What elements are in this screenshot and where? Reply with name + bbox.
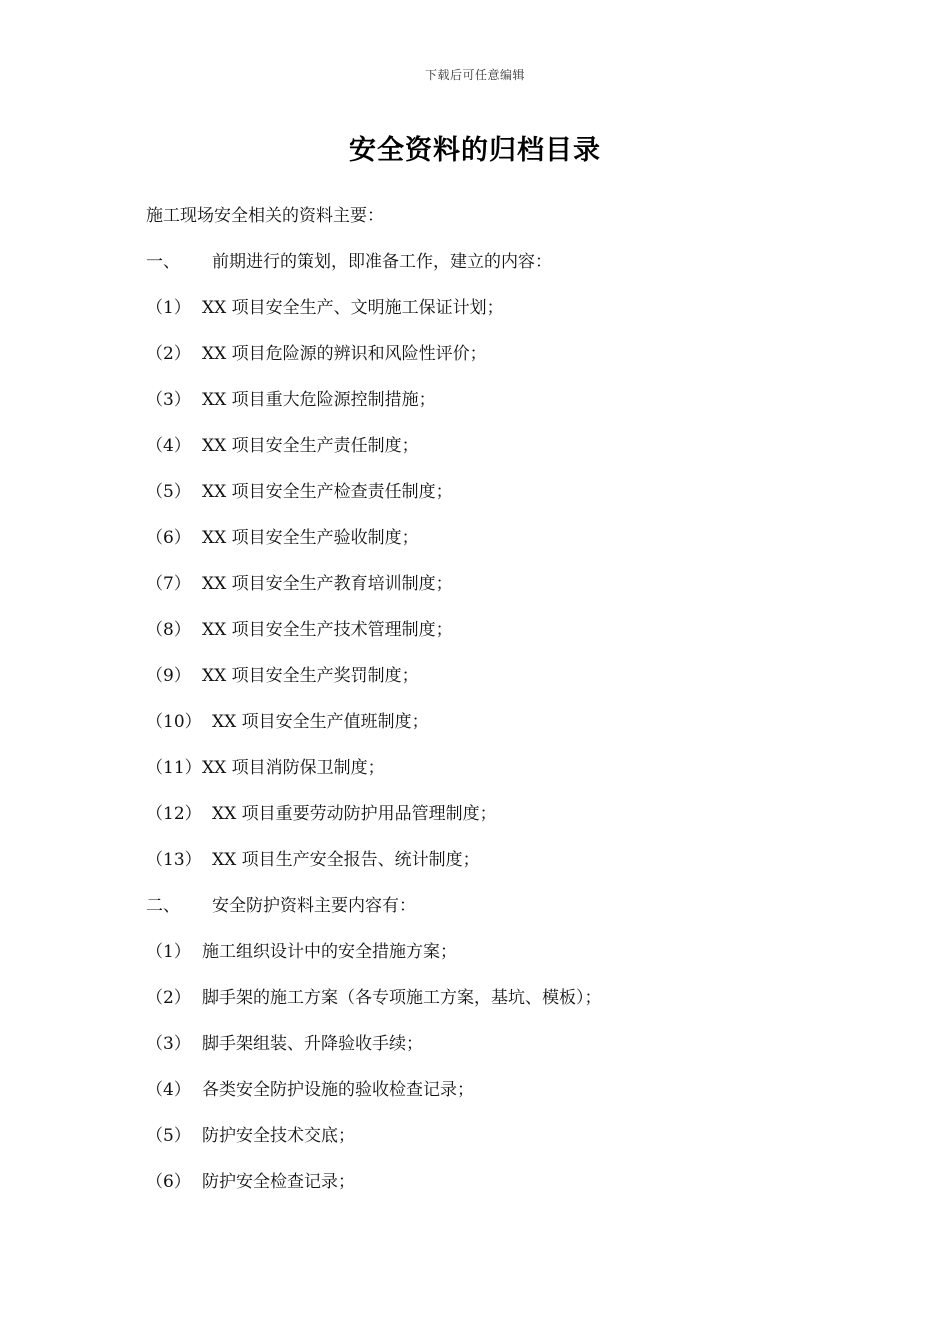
list-item xyxy=(146,753,866,799)
item-text: XX 项目重大危险源控制措施； xyxy=(202,390,436,410)
item-number: （12） xyxy=(146,804,202,824)
section-heading-text: 安全防护资料主要内容有： xyxy=(212,896,416,916)
list-item xyxy=(146,937,866,983)
list-item xyxy=(146,1121,866,1167)
item-text: XX 项目重要劳动防护用品管理制度； xyxy=(212,804,497,824)
item-number: （11） xyxy=(146,758,202,778)
item-text: XX 项目安全生产检查责任制度； xyxy=(202,482,453,502)
item-number: （7） xyxy=(146,574,191,594)
item-text: XX 项目生产安全报告、统计制度； xyxy=(212,850,480,870)
item-number: （5） xyxy=(146,1126,191,1146)
item-number: （4） xyxy=(146,1080,191,1100)
section-number: 二、 xyxy=(146,896,180,916)
header-note: 下载后可任意编辑 xyxy=(424,68,525,82)
list-item xyxy=(146,845,866,891)
item-text: XX 项目安全生产技术管理制度； xyxy=(202,620,453,640)
item-number: （9） xyxy=(146,666,191,686)
item-number: （13） xyxy=(146,850,202,870)
list-item xyxy=(146,1029,866,1075)
item-text: 施工组织设计中的安全措施方案； xyxy=(202,942,457,962)
list-item xyxy=(146,1075,866,1121)
list-item xyxy=(146,385,866,431)
list-item xyxy=(146,983,866,1029)
item-number: （8） xyxy=(146,620,191,640)
item-number: （10） xyxy=(146,712,202,732)
list-item xyxy=(146,799,866,845)
list-item xyxy=(146,707,866,753)
section-heading-2 xyxy=(146,891,866,937)
item-text: 防护安全检查记录； xyxy=(202,1172,355,1192)
item-number: （3） xyxy=(146,1034,191,1054)
document-body xyxy=(146,201,866,1213)
item-text: 脚手架的施工方案（各专项施工方案，基坑、模板）； xyxy=(202,988,602,1008)
item-number: （6） xyxy=(146,528,191,548)
list-item xyxy=(146,523,866,569)
list-item xyxy=(146,293,866,339)
item-number: （6） xyxy=(146,1172,191,1192)
list-item xyxy=(146,431,866,477)
list-item xyxy=(146,661,866,707)
item-text: 各类安全防护设施的验收检查记录； xyxy=(202,1080,474,1100)
list-item xyxy=(146,569,866,615)
item-number: （1） xyxy=(146,298,191,318)
section-heading-text: 前期进行的策划，即准备工作，建立的内容： xyxy=(212,252,552,272)
list-item xyxy=(146,1167,866,1213)
page-title: 安全资料的归档目录 xyxy=(349,135,601,166)
item-number: （2） xyxy=(146,344,191,364)
section-heading-1 xyxy=(146,247,866,293)
list-item xyxy=(146,339,866,385)
list-item xyxy=(146,615,866,661)
section-number: 一、 xyxy=(146,252,180,272)
item-text: XX 项目安全生产值班制度； xyxy=(212,712,429,732)
list-item xyxy=(146,477,866,523)
item-text: XX 项目安全生产奖罚制度； xyxy=(202,666,419,686)
item-text: XX 项目安全生产教育培训制度； xyxy=(202,574,453,594)
item-number: （2） xyxy=(146,988,191,1008)
item-number: （1） xyxy=(146,942,191,962)
item-text: XX 项目安全生产责任制度； xyxy=(202,436,419,456)
item-text: XX 项目安全生产验收制度； xyxy=(202,528,419,548)
item-text: XX 项目消防保卫制度； xyxy=(202,758,385,778)
item-number: （3） xyxy=(146,390,191,410)
item-text: XX 项目安全生产、文明施工保证计划； xyxy=(202,298,504,318)
item-text: 脚手架组装、升降验收手续； xyxy=(202,1034,423,1054)
item-number: （5） xyxy=(146,482,191,502)
intro-line: 施工现场安全相关的资料主要： xyxy=(146,206,384,226)
item-text: 防护安全技术交底； xyxy=(202,1126,355,1146)
item-number: （4） xyxy=(146,436,191,456)
item-text: XX 项目危险源的辨识和风险性评价； xyxy=(202,344,487,364)
